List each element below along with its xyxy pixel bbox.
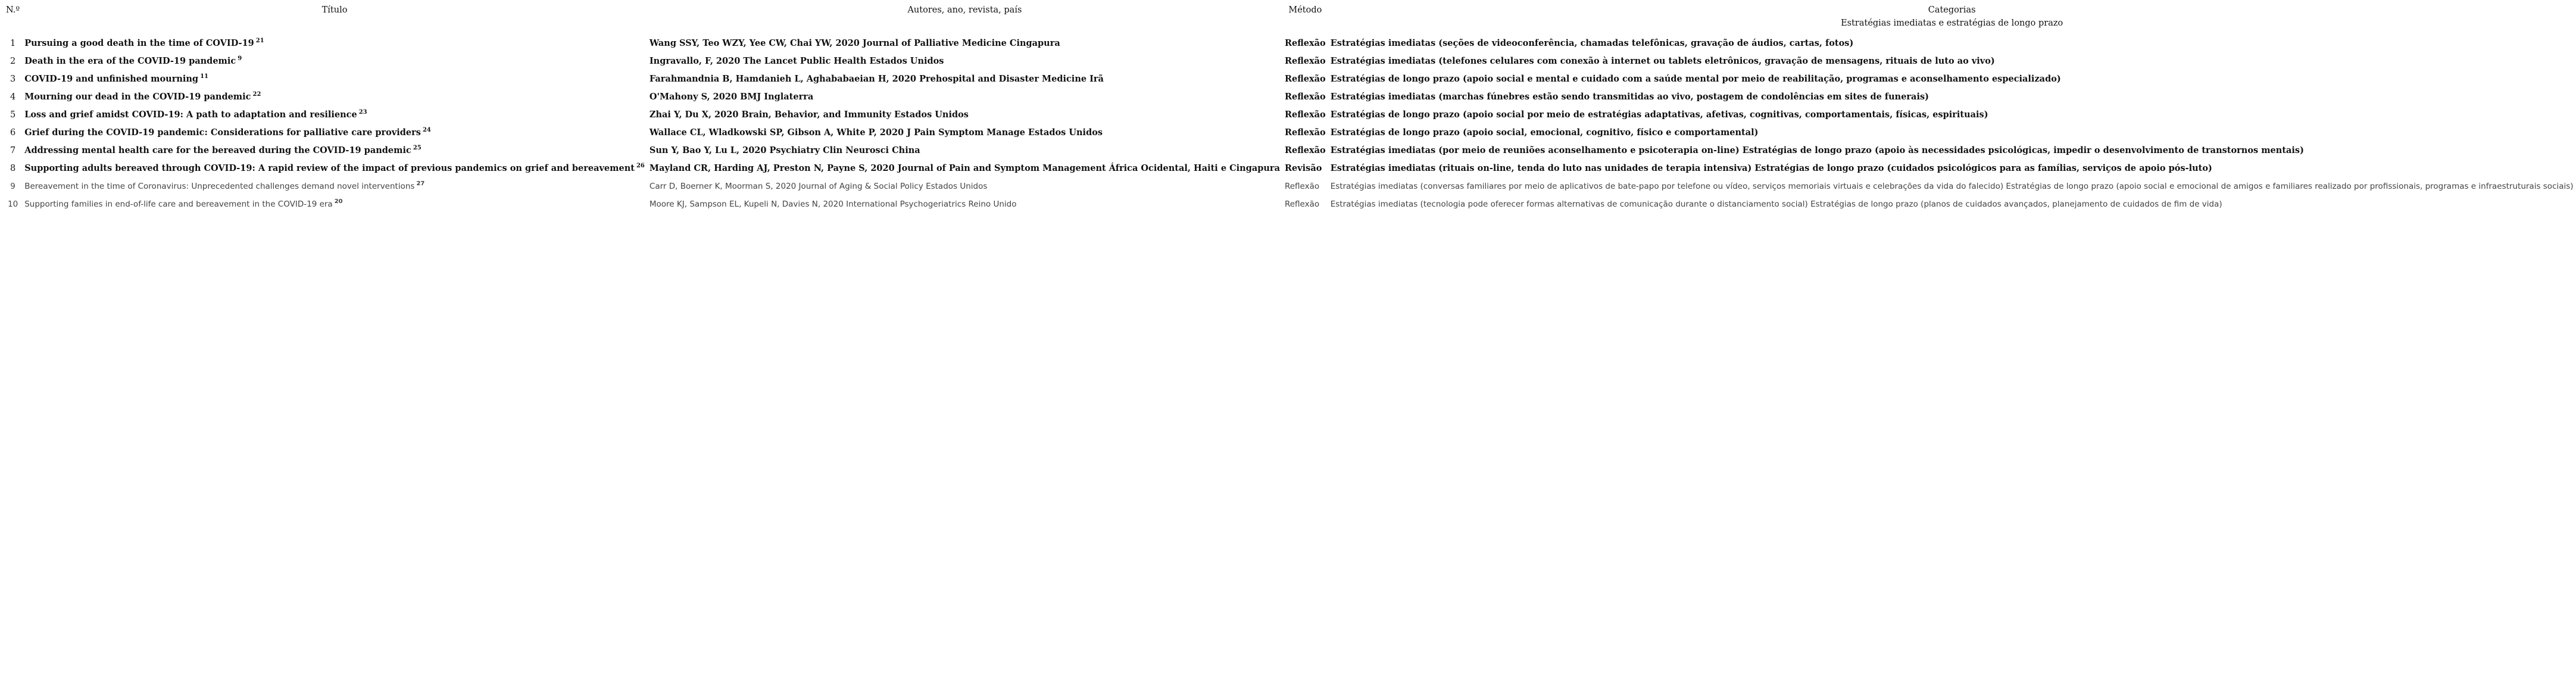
table-row (4, 124, 2576, 142)
row-method-text: Reflexão (1284, 145, 1326, 155)
row-title (22, 124, 647, 142)
row-method (1282, 124, 1328, 142)
row-category (1328, 106, 2576, 124)
row-title (22, 160, 647, 177)
row-method-text: Reflexão (1284, 56, 1326, 66)
row-method (1282, 70, 1328, 88)
row-authors-text: Mayland CR, Harding AJ, Preston N, Payne S, 2020 Journal of Pain and Symptom Management África Ocidental, Haiti e Cingapura (649, 163, 1280, 173)
reference-superscript: 24 (422, 127, 431, 133)
row-number (4, 177, 22, 195)
table-row (4, 195, 2576, 213)
row-category-text: Estratégias imediatas (por meio de reuniões aconselhamento e psicoterapia on-line) Estratégias de longo prazo (apoio às necessidades psicológicas, impedir o desenvolvimento de transtornos mentais) (1330, 145, 2304, 155)
row-number (4, 52, 22, 70)
row-method (1282, 195, 1328, 213)
table-row (4, 88, 2576, 106)
row-category-text: Estratégias de longo prazo (apoio social por meio de estratégias adaptativas, afetivas, cognitivas, comportamentais, físicas, espirituais) (1330, 110, 1988, 120)
row-title (22, 142, 647, 160)
row-category (1328, 160, 2576, 177)
row-method-text: Revisão (1284, 163, 1322, 173)
row-title-text: Supporting adults bereaved through COVID-19: A rapid review of the impact of previous pandemics on grief and bereavement (24, 163, 635, 173)
row-title (22, 52, 647, 70)
header-categories-sub: Estratégias imediatas e estratégias de longo prazo (1841, 18, 2063, 28)
row-title-text: Pursuing a good death in the time of COVID-19 (24, 38, 254, 48)
row-category-text: Estratégias imediatas (rituais on-line, tenda do luto nas unidades de terapia intensiva) Estratégias de longo prazo (cuidados psicológicos para as famílias, serviços de apoio pós-luto) (1330, 163, 2212, 173)
row-number (4, 35, 22, 52)
reference-superscript: 20 (334, 198, 343, 205)
row-category-text: Estratégias de longo prazo (apoio social e mental e cuidado com a saúde mental por meio de reabilitação, programas e aconselhamento especializado) (1330, 74, 2061, 84)
row-authors (647, 142, 1282, 160)
row-category (1328, 70, 2576, 88)
row-method (1282, 106, 1328, 124)
row-number (4, 70, 22, 88)
row-title-text: Grief during the COVID-19 pandemic: Considerations for palliative care providers (24, 127, 421, 138)
row-number (4, 124, 22, 142)
reference-superscript: 26 (636, 163, 645, 169)
reference-superscript: 21 (255, 38, 264, 44)
row-method (1282, 177, 1328, 195)
row-title-text: COVID-19 and unfinished mourning (24, 74, 199, 84)
row-title (22, 106, 647, 124)
row-number-text: 5 (10, 110, 16, 120)
row-method-text: Reflexão (1284, 38, 1326, 48)
row-number (4, 142, 22, 160)
row-authors-text: Ingravallo, F, 2020 The Lancet Public Health Estados Unidos (649, 56, 944, 66)
table-row (4, 52, 2576, 70)
reference-superscript: 25 (413, 145, 421, 151)
row-category-text: Estratégias imediatas (seções de videoconferência, chamadas telefônicas, gravação de áudios, cartas, fotos) (1330, 38, 1854, 48)
header-authors: Autores, ano, revista, país (907, 5, 1022, 15)
row-category (1328, 142, 2576, 160)
header-number: N.º (6, 5, 20, 15)
header-title: Título (321, 5, 348, 15)
row-authors-text: Carr D, Boerner K, Moorman S, 2020 Journal of Aging & Social Policy Estados Unidos (649, 182, 988, 191)
row-number-text: 4 (10, 92, 16, 102)
document-page (0, 4, 2574, 680)
table-row (4, 70, 2576, 88)
row-number-text: 9 (10, 182, 15, 191)
row-number (4, 160, 22, 177)
row-authors-text: Zhai Y, Du X, 2020 Brain, Behavior, and Immunity Estados Unidos (649, 110, 969, 120)
row-method (1282, 142, 1328, 160)
row-title-text: Supporting families in end-of-life care and bereavement in the COVID-19 era (24, 199, 333, 209)
subheader-row (4, 18, 2576, 35)
row-authors (647, 52, 1282, 70)
row-category (1328, 124, 2576, 142)
row-category (1328, 88, 2576, 106)
row-title-text: Mourning our dead in the COVID-19 pandemic (24, 92, 251, 102)
row-method (1282, 35, 1328, 52)
row-method-text: Reflexão (1284, 199, 1320, 209)
row-authors (647, 124, 1282, 142)
row-number-text: 2 (10, 57, 16, 66)
table-row (4, 160, 2576, 177)
row-method (1282, 88, 1328, 106)
row-number (4, 195, 22, 213)
row-authors (647, 70, 1282, 88)
row-authors-text: Farahmandnia B, Hamdanieh L, Aghababaeian H, 2020 Prehospital and Disaster Medicine Irã (649, 74, 1104, 84)
table-row (4, 106, 2576, 124)
row-number-text: 10 (8, 199, 18, 209)
studies-table (4, 4, 2576, 213)
row-category (1328, 52, 2576, 70)
row-title-text: Addressing mental health care for the bereaved during the COVID-19 pandemic (24, 145, 411, 155)
row-number-text: 7 (10, 146, 16, 155)
row-category-text: Estratégias imediatas (conversas familiares por meio de aplicativos de bate-papo por telefone ou vídeo, serviços memoriais virtuais e celebrações da vida do falecido) Estratégias de longo prazo (apoio social e emocional de amigos e familiares realizado por profissionais, programas e infraestruturais sociais) (1330, 182, 2574, 191)
row-method-text: Reflexão (1284, 92, 1326, 102)
row-category (1328, 35, 2576, 52)
row-authors-text: Wallace CL, Wladkowski SP, Gibson A, White P, 2020 J Pain Symptom Manage Estados Unidos (649, 127, 1103, 138)
row-authors (647, 88, 1282, 106)
row-title (22, 195, 647, 213)
table-row (4, 35, 2576, 52)
row-authors-text: Wang SSY, Teo WZY, Yee CW, Chai YW, 2020 Journal of Palliative Medicine Cingapura (649, 38, 1060, 48)
row-number-text: 8 (10, 164, 16, 173)
row-number-text: 3 (10, 74, 16, 84)
row-method-text: Reflexão (1284, 74, 1326, 84)
row-number-text: 1 (10, 39, 16, 48)
row-authors (647, 177, 1282, 195)
row-number (4, 88, 22, 106)
reference-superscript: 9 (238, 55, 242, 62)
header-categories: Categorias (1928, 5, 1976, 15)
header-method: Método (1288, 5, 1322, 15)
row-method (1282, 160, 1328, 177)
row-authors-text: Sun Y, Bao Y, Lu L, 2020 Psychiatry Clin Neurosci China (649, 145, 920, 155)
row-title-text: Loss and grief amidst COVID-19: A path to adaptation and resilience (24, 110, 357, 120)
table-row (4, 177, 2576, 195)
row-method-text: Reflexão (1284, 182, 1320, 191)
header-row (4, 4, 2576, 18)
row-title-text: Bereavement in the time of Coronavirus: Unprecedented challenges demand novel interventions (24, 182, 415, 191)
row-category (1328, 177, 2576, 195)
row-category-text: Estratégias imediatas (tecnologia pode oferecer formas alternativas de comunicação durante o distanciamento social) Estratégias de longo prazo (planos de cuidados avançados, planejamento de cuidados de fim de vida) (1330, 199, 2222, 209)
row-number (4, 106, 22, 124)
row-category-text: Estratégias de longo prazo (apoio social, emocional, cognitivo, físico e comportamental) (1330, 127, 1759, 138)
row-authors (647, 195, 1282, 213)
reference-superscript: 11 (200, 73, 208, 80)
row-category-text: Estratégias imediatas (telefones celulares com conexão à internet ou tablets eletrônicos, gravação de mensagens, rituais de luto ao vivo) (1330, 56, 1995, 66)
row-number-text: 6 (10, 128, 16, 138)
reference-superscript: 23 (358, 109, 367, 116)
row-title (22, 70, 647, 88)
row-authors-text: Moore KJ, Sampson EL, Kupeli N, Davies N, 2020 International Psychogeriatrics Reino Unido (649, 199, 1017, 209)
row-title-text: Death in the era of the COVID-19 pandemic (24, 56, 236, 66)
row-authors-text: O'Mahony S, 2020 BMJ Inglaterra (649, 92, 814, 102)
row-authors (647, 160, 1282, 177)
row-method-text: Reflexão (1284, 127, 1326, 138)
row-category (1328, 195, 2576, 213)
reference-superscript: 27 (416, 180, 425, 187)
row-authors (647, 106, 1282, 124)
row-authors (647, 35, 1282, 52)
row-title (22, 88, 647, 106)
row-title (22, 35, 647, 52)
reference-superscript: 22 (252, 91, 261, 98)
row-method-text: Reflexão (1284, 110, 1326, 120)
table-row (4, 142, 2576, 160)
row-method (1282, 52, 1328, 70)
row-category-text: Estratégias imediatas (marchas fúnebres estão sendo transmitidas ao vivo, postagem de condolências em sites de funerais) (1330, 92, 1929, 102)
row-title (22, 177, 647, 195)
